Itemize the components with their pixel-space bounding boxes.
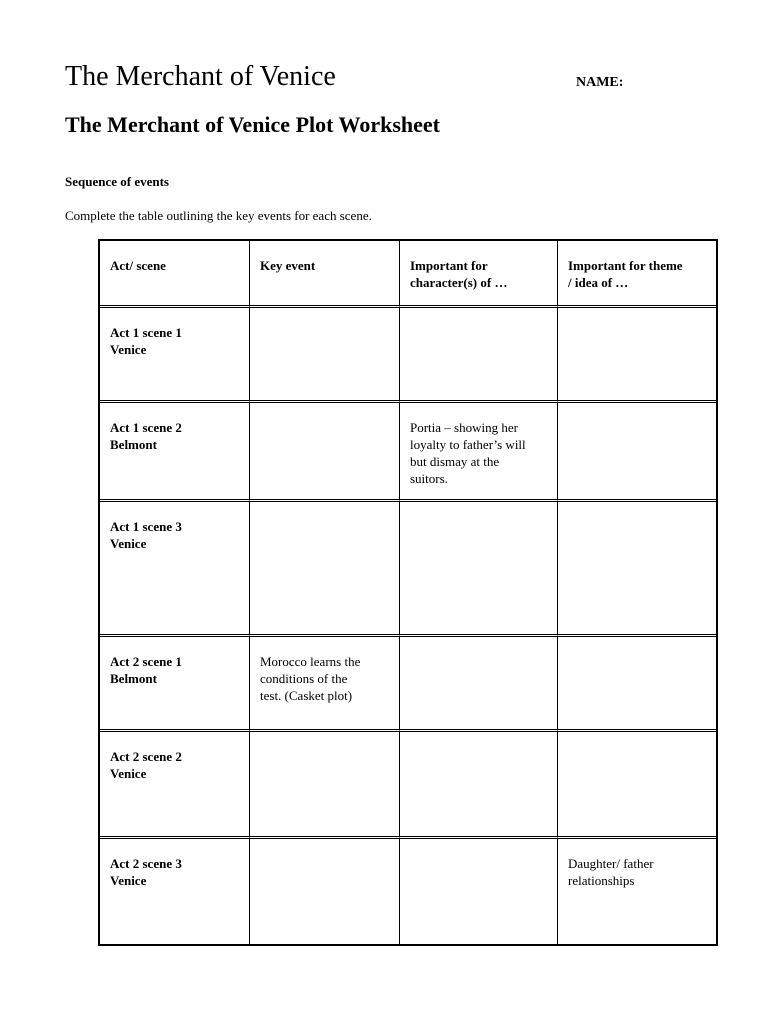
- scene-cell: Act 2 scene 1 Belmont: [100, 637, 250, 732]
- character-cell[interactable]: [400, 308, 558, 403]
- theme-cell[interactable]: [558, 732, 716, 839]
- key-event-cell[interactable]: Morocco learns the conditions of the test. (Casket plot): [250, 637, 400, 732]
- theme-cell[interactable]: [558, 308, 716, 403]
- scene-cell: Act 2 scene 3 Venice: [100, 839, 250, 944]
- table-row: [100, 637, 716, 732]
- scene-cell: Act 1 scene 3 Venice: [100, 502, 250, 637]
- table-header-row: [100, 241, 716, 308]
- document-title: The Merchant of Venice: [65, 61, 336, 92]
- instructions-text: Complete the table outlining the key events for each scene.: [65, 208, 372, 223]
- header-key-event: Key event: [250, 241, 400, 308]
- key-event-cell[interactable]: [250, 308, 400, 403]
- section-heading: Sequence of events: [65, 174, 169, 189]
- character-cell[interactable]: Portia – showing her loyalty to father’s will but dismay at the suitors.: [400, 403, 558, 502]
- theme-cell[interactable]: [558, 502, 716, 637]
- scene-cell: Act 1 scene 2 Belmont: [100, 403, 250, 502]
- theme-cell[interactable]: [558, 637, 716, 732]
- table-row: [100, 502, 716, 637]
- scene-cell: Act 1 scene 1 Venice: [100, 308, 250, 403]
- key-event-cell[interactable]: [250, 403, 400, 502]
- name-field-label: NAME:: [576, 75, 624, 90]
- table-row: [100, 839, 716, 944]
- character-cell[interactable]: [400, 732, 558, 839]
- character-cell[interactable]: [400, 637, 558, 732]
- header-act-scene: Act/ scene: [100, 241, 250, 308]
- key-event-cell[interactable]: [250, 502, 400, 637]
- theme-cell[interactable]: Daughter/ father relationships: [568, 856, 654, 888]
- key-event-cell[interactable]: [250, 839, 400, 944]
- theme-cell[interactable]: [558, 403, 716, 502]
- worksheet-subtitle: The Merchant of Venice Plot Worksheet: [65, 112, 440, 137]
- table-row: [100, 308, 716, 403]
- header-character: Important for character(s) of …: [400, 241, 558, 308]
- plot-events-table: [98, 239, 718, 946]
- table-row: [100, 732, 716, 839]
- table-row: [100, 403, 716, 502]
- key-event-cell[interactable]: [250, 732, 400, 839]
- character-cell[interactable]: [400, 502, 558, 637]
- header-theme: Important for theme / idea of …: [558, 241, 716, 308]
- scene-cell: Act 2 scene 2 Venice: [100, 732, 250, 839]
- character-cell[interactable]: [400, 839, 558, 944]
